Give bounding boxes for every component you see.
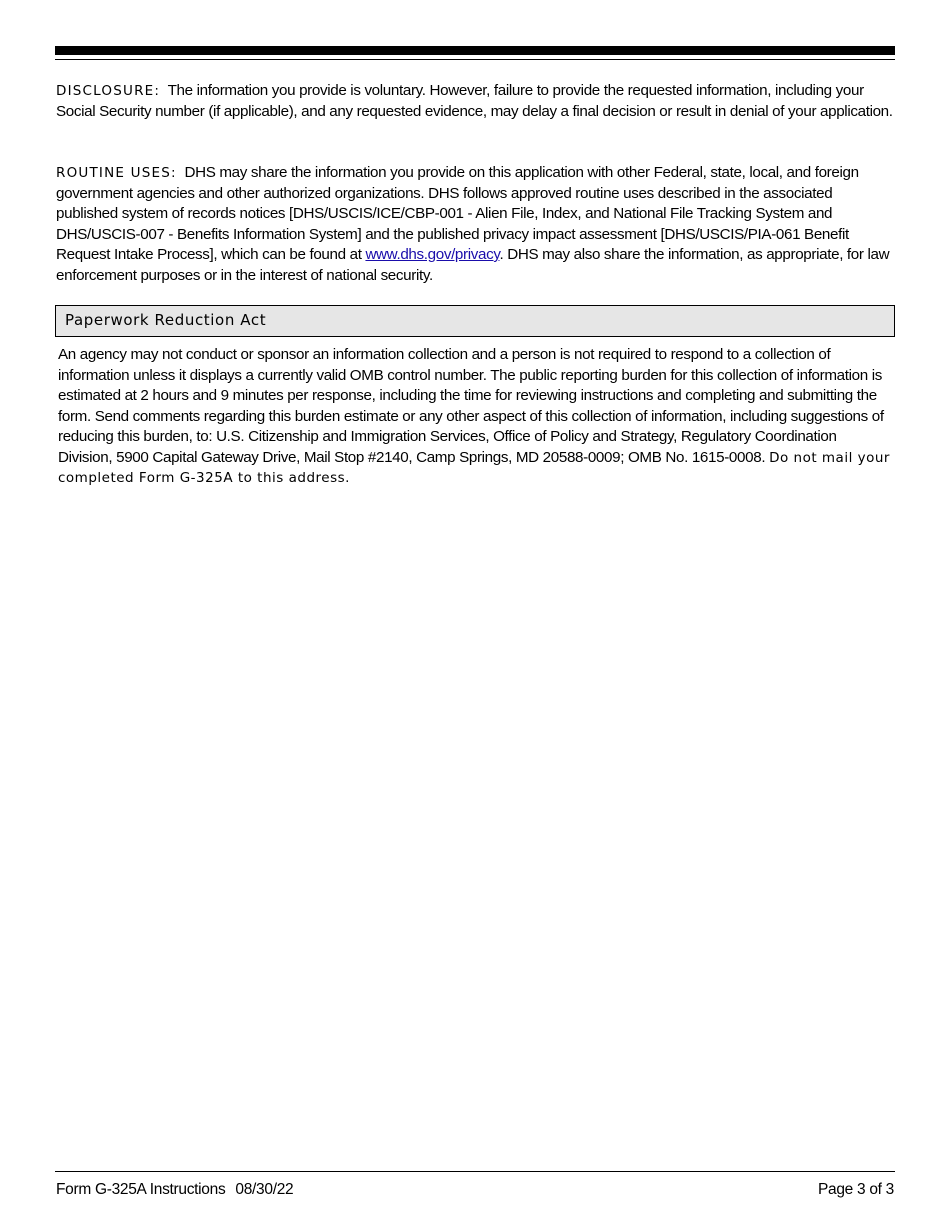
footer-edition-date: 08/30/22 xyxy=(235,1181,294,1198)
paperwork-emphasis: Do not mail your completed Form G-325A to this address. xyxy=(58,449,890,486)
header-thick-rule xyxy=(55,46,895,55)
footer-form-info xyxy=(56,1181,293,1199)
footer-form-name: Form G-325A Instructions xyxy=(56,1181,226,1198)
dhs-privacy-link[interactable]: www.dhs.gov/privacy xyxy=(365,246,500,263)
section-title: Paperwork Reduction Act xyxy=(65,311,267,329)
footer-rule xyxy=(55,1171,895,1172)
disclosure-label: DISCLOSURE: xyxy=(56,83,161,99)
routine-uses-text-end: . DHS may also share the information, as appropriate, for law enforcement purposes or in the interest of national security. xyxy=(56,246,890,284)
paperwork-text: An agency may not conduct or sponsor an information collection and a person is not required to respond to a collection of information unless it displays a currently valid OMB control number. The public reporting burden for this collection of information is estimated at 2 hours and 9 minutes per response, including the time for reviewing instructions and completing and submitting the form. Send comments regarding this burden estimate or any other aspect of this collection of information, including suggestions of reducing this burden, to: U.S. Citizenship and Immigration Services, Office of Policy and Strategy, Regulatory Coordination Division, 5900 Capital Gateway Drive, Mail Stop #2140, Camp Springs, MD 20588-0009; OMB No. 1615-0008. xyxy=(58,346,884,466)
header-thin-rule xyxy=(55,59,895,60)
routine-uses-text: DHS may share the information you provide on this application with other Federal, state, local, and foreign government agencies and other authorized organizations. DHS follows approved routine uses described in the associated published system of records notices [DHS/USCIS/ICE/CBP-001 - Alien File, Index, and National File Tracking System and DHS/USCIS-007 - Benefits Information System] and the published privacy impact assessment [DHS/USCIS/PIA-061 Benefit Request Intake Process], which can be found at xyxy=(56,164,859,263)
footer-page-number: Page 3 of 3 xyxy=(818,1181,894,1198)
paperwork-section-header xyxy=(55,305,895,337)
routine-uses-label: ROUTINE USES: xyxy=(56,165,177,181)
paperwork-paragraph xyxy=(58,345,894,489)
disclosure-paragraph xyxy=(56,81,894,122)
routine-uses-paragraph xyxy=(56,163,894,286)
disclosure-text: The information you provide is voluntary. However, failure to provide the requested information, including your Social Security number (if applicable), and any requested evidence, may delay a final decision or result in denial of your application. xyxy=(56,82,893,120)
